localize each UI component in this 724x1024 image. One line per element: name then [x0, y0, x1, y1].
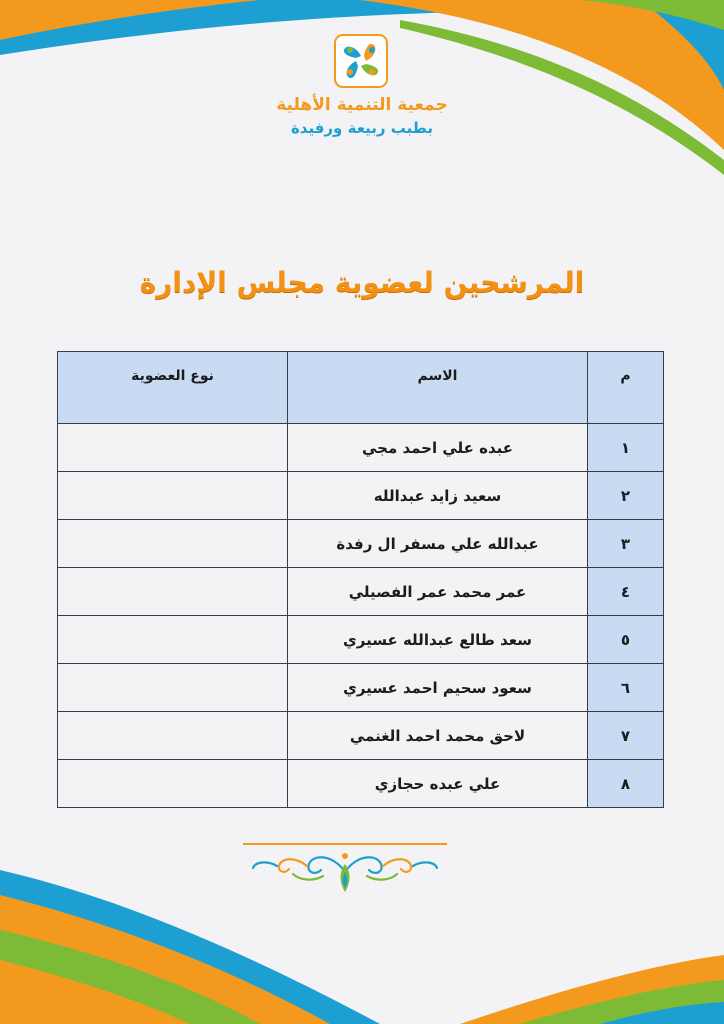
table-row: [58, 616, 664, 664]
table-row: [58, 664, 664, 712]
header-number: م: [588, 352, 664, 424]
table-row: [58, 760, 664, 808]
candidate-name: لاحق محمد احمد الغنمي: [288, 712, 588, 760]
table-row: [58, 424, 664, 472]
candidate-name: عبده علي احمد مجي: [288, 424, 588, 472]
table-row: [58, 568, 664, 616]
candidate-name: سعيد زايد عبدالله: [288, 472, 588, 520]
page-title: المرشحين لعضوية مجلس الإدارة: [139, 266, 585, 299]
floral-ornament-icon: [243, 842, 447, 894]
row-number: ٥: [588, 616, 664, 664]
candidates-table: [57, 351, 664, 808]
membership-type: [58, 664, 288, 712]
table-row: [58, 472, 664, 520]
organization-name: جمعية التنمية الأهلية: [276, 95, 448, 115]
candidate-name: عمر محمد عمر الفصيلي: [288, 568, 588, 616]
membership-type: [58, 520, 288, 568]
row-number: ٣: [588, 520, 664, 568]
membership-type: [58, 712, 288, 760]
table-header-row: [58, 352, 664, 424]
row-number: ٨: [588, 760, 664, 808]
header-membership-type: نوع العضوية: [58, 352, 288, 424]
membership-type: [58, 568, 288, 616]
table-row: [58, 520, 664, 568]
row-number: ٤: [588, 568, 664, 616]
row-number: ٧: [588, 712, 664, 760]
membership-type: [58, 424, 288, 472]
membership-type: [58, 616, 288, 664]
table-row: [58, 712, 664, 760]
row-number: ٢: [588, 472, 664, 520]
candidate-name: سعد طالع عبدالله عسيري: [288, 616, 588, 664]
membership-type: [58, 760, 288, 808]
pinwheel-logo-icon: [334, 34, 388, 88]
candidate-name: سعود سحيم احمد عسيري: [288, 664, 588, 712]
row-number: ٦: [588, 664, 664, 712]
row-number: ١: [588, 424, 664, 472]
header-name: الاسم: [288, 352, 588, 424]
organization-location: بطبب ربيعة ورفيدة: [290, 119, 434, 137]
candidate-name: عبدالله علي مسفر ال رفدة: [288, 520, 588, 568]
candidate-name: علي عبده حجازي: [288, 760, 588, 808]
membership-type: [58, 472, 288, 520]
